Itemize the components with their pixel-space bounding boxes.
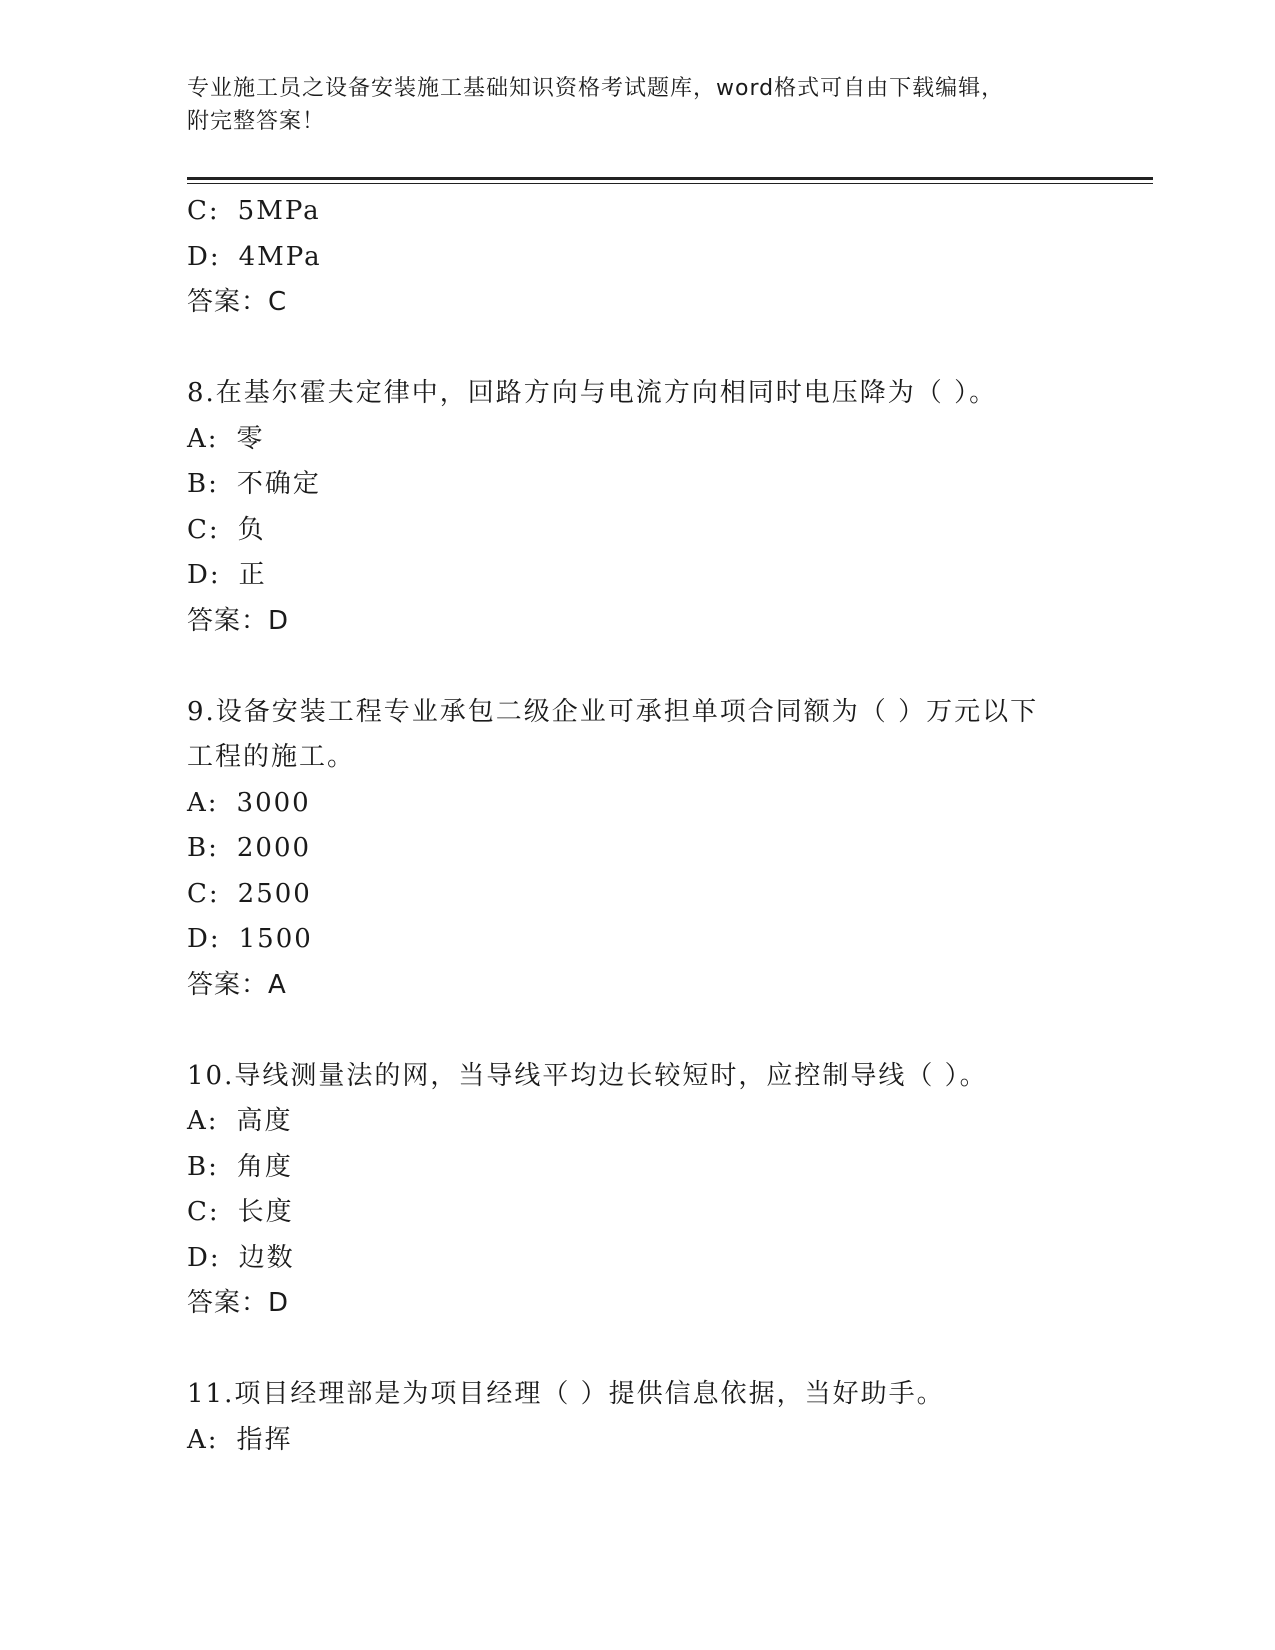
question-block-7 — [187, 189, 1087, 326]
option-c: C: 负 — [187, 514, 266, 545]
option-d: D: 1500 — [187, 924, 313, 954]
answer-line: 答案：A — [187, 969, 287, 1000]
option-a: A: 零 — [187, 423, 265, 454]
answer-line: 答案：C — [187, 287, 288, 317]
option-d: D: 4MPa — [187, 241, 322, 272]
option-b: B: 不确定 — [187, 469, 321, 499]
answer-line: 答案：D — [187, 605, 290, 636]
option-d: D: 边数 — [187, 1242, 295, 1273]
option-d: D: 正 — [187, 560, 267, 590]
option-a: A: 高度 — [187, 1106, 293, 1136]
question-text: 8.在基尔霍夫定律中，回路方向与电流方向相同时电压降为（ ）。 — [187, 378, 998, 408]
option-b: B: 2000 — [187, 833, 312, 863]
question-list — [187, 189, 1087, 1463]
header-line-2: 附完整答案！ — [187, 109, 326, 134]
header-divider-thick — [187, 177, 1153, 180]
question-text: 9.设备安装工程专业承包二级企业可承担单项合同额为（ ）万元以下工程的施工。 — [187, 696, 1039, 772]
option-a: A: 3000 — [187, 787, 311, 818]
option-b: B: 角度 — [187, 1151, 293, 1182]
option-a: A: 指挥 — [187, 1424, 293, 1455]
question-block-9 — [187, 690, 1087, 1009]
question-text: 10.导线测量法的网，当导线平均边长较短时，应控制导线（ ）。 — [187, 1060, 988, 1091]
question-block-8 — [187, 371, 1087, 644]
option-c: C: 长度 — [187, 1197, 294, 1227]
header-line-1: 专业施工员之设备安装施工基础知识资格考试题库，word格式可自由下载编辑， — [187, 76, 1005, 101]
header-divider-thin — [187, 183, 1153, 184]
question-block-10 — [187, 1054, 1087, 1327]
question-block-11 — [187, 1372, 1087, 1463]
document-header — [187, 72, 1087, 138]
answer-line: 答案：D — [187, 1288, 290, 1318]
option-c: C: 5MPa — [187, 196, 321, 226]
question-text: 11.项目经理部是为项目经理（ ）提供信息依据，当好助手。 — [187, 1379, 945, 1409]
option-c: C: 2500 — [187, 878, 312, 909]
